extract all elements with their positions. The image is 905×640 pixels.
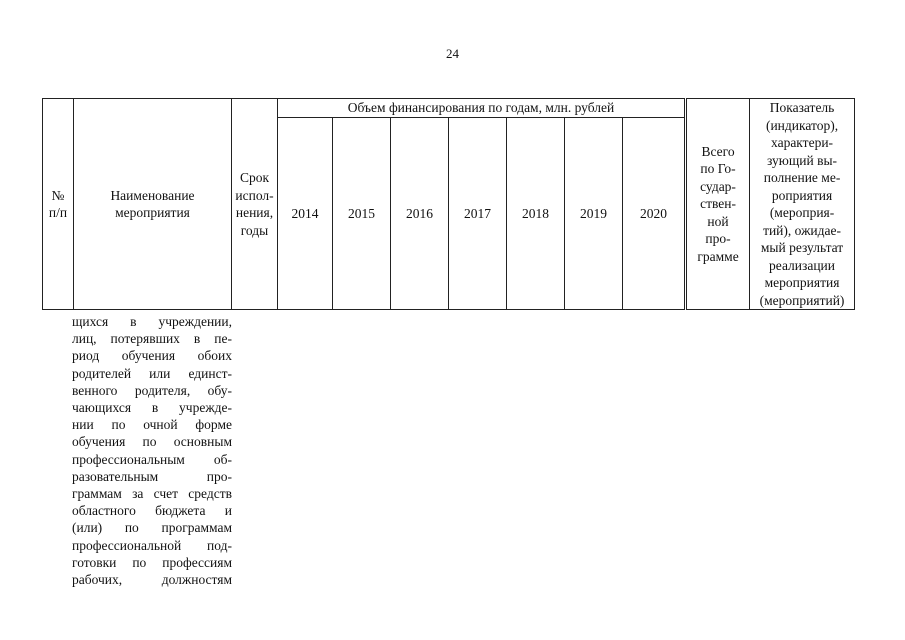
text-line: обучения по основным xyxy=(72,434,232,450)
continued-name-text xyxy=(72,313,232,588)
text-line: риод обучения обоих xyxy=(72,348,232,364)
header-indicator-line: мый результат xyxy=(760,240,844,255)
header-name-line: Наименование xyxy=(110,187,195,203)
page-number: 24 xyxy=(446,46,459,61)
header-term-line: Срок xyxy=(239,170,270,185)
header-indicator-line: тий), ожидае- xyxy=(763,222,841,238)
header-term-line: испол- xyxy=(235,187,274,203)
header-total-line: по Го- xyxy=(700,161,736,177)
header-year-2020: 2020 xyxy=(623,117,686,309)
header-indicator-line: характери- xyxy=(771,135,834,150)
header-number xyxy=(43,99,74,310)
financing-table xyxy=(42,98,855,310)
text-line: чающихся в учрежде- xyxy=(72,400,232,416)
header-number-line: № xyxy=(51,187,65,203)
text-line: граммам за счет средств xyxy=(72,486,232,502)
header-total-line: грамме xyxy=(697,248,739,264)
header-indicator-line: роприятия xyxy=(771,187,833,203)
header-total-line: ной xyxy=(707,213,729,229)
text-line: готовки по профессиям xyxy=(72,554,232,570)
text-line: профессиональным об- xyxy=(72,451,232,467)
header-indicator-line: реализации xyxy=(769,257,836,273)
text-line: венного родителя, обу- xyxy=(72,382,232,398)
header-indicator xyxy=(750,99,855,310)
header-indicator-line: (индикатор), xyxy=(765,117,839,133)
header-year-2016: 2016 xyxy=(391,117,449,309)
header-indicator-line: (мероприя- xyxy=(769,205,835,220)
text-line: областного бюджета и xyxy=(72,503,232,519)
header-year-2017: 2017 xyxy=(449,117,507,309)
header-year-2015: 2015 xyxy=(333,117,391,309)
text-line: рабочих, должностям xyxy=(72,572,232,588)
header-term xyxy=(232,99,278,310)
header-year-2018: 2018 xyxy=(507,117,565,309)
header-total-line: судар- xyxy=(700,178,736,194)
header-total-line: Всего xyxy=(701,143,735,159)
header-indicator-line: (мероприятий) xyxy=(759,292,845,308)
header-number-line: п/п xyxy=(48,205,68,220)
header-total-line: про- xyxy=(705,231,731,247)
header-term-line: годы xyxy=(240,222,269,238)
header-indicator-line: Показатель xyxy=(769,100,835,115)
text-line: лиц, потерявших в пе- xyxy=(72,331,232,347)
header-name xyxy=(74,99,232,310)
header-total xyxy=(686,99,750,310)
header-indicator-line: мероприятия xyxy=(764,275,840,290)
text-line: (или) по программам xyxy=(72,520,232,536)
text-line: профессиональной под- xyxy=(72,537,232,553)
header-indicator-line: зующий вы- xyxy=(767,152,838,168)
header-term-line: нения, xyxy=(235,205,274,220)
header-financing: Объем финансирования по годам, млн. рублей xyxy=(278,99,686,118)
text-line: щихся в учреждении, xyxy=(72,314,232,329)
text-line: родителей или единст- xyxy=(72,365,232,381)
header-year-2014: 2014 xyxy=(278,117,333,309)
text-line: нии по очной форме xyxy=(72,417,232,433)
header-year-2019: 2019 xyxy=(565,117,623,309)
text-line: разовательным про- xyxy=(72,468,232,484)
header-name-line: мероприятия xyxy=(115,205,190,220)
header-indicator-line: полнение ме- xyxy=(763,170,841,185)
header-total-line: ствен- xyxy=(700,196,736,212)
